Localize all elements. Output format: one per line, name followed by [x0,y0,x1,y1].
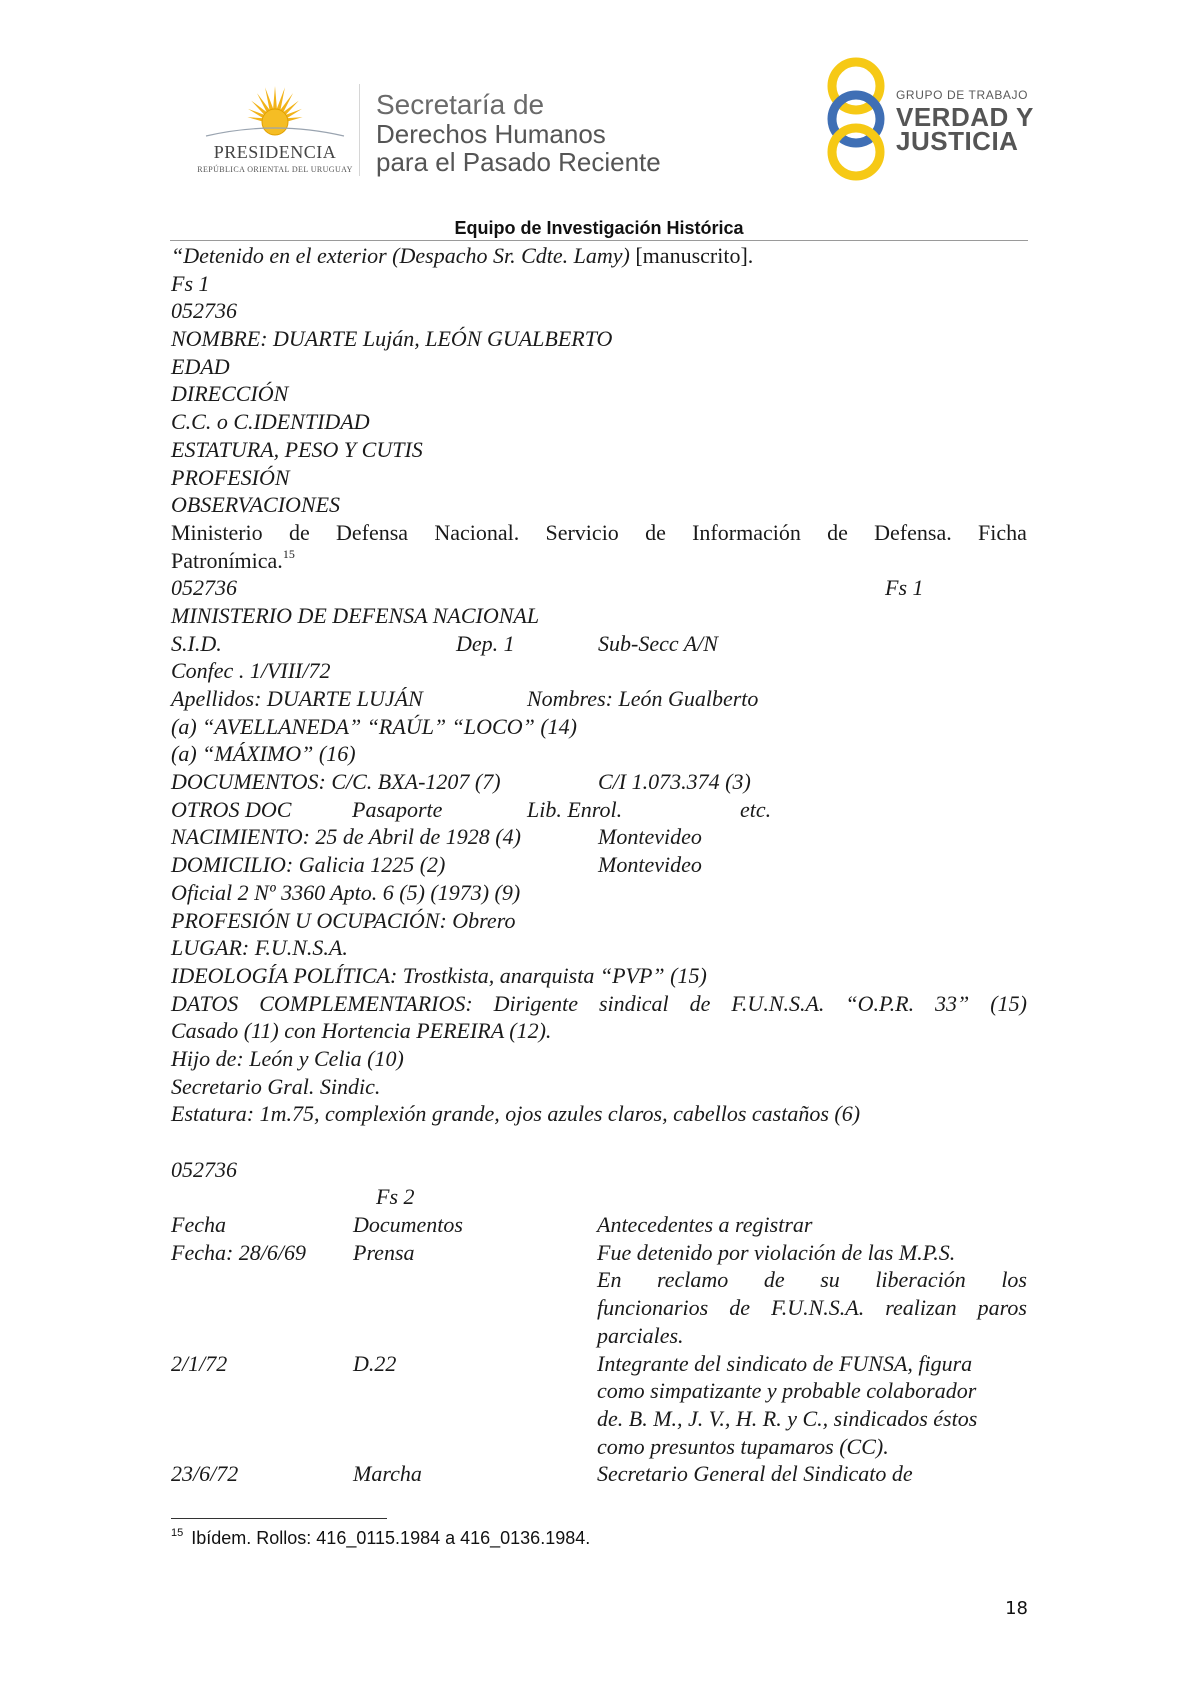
col-fecha-header: Fecha [171,1212,226,1238]
ci: C/I 1.073.374 (3) [598,769,751,795]
word: de [689,990,711,1016]
word: paros [977,1295,1027,1321]
header-rule [170,240,1028,241]
dep: Dep. 1 [456,630,515,656]
vj-title-line-1: VERDAD Y [896,102,1034,132]
body-line: DIRECCIÓN [171,381,289,407]
body-line [171,242,1027,270]
secretaria-line-1: Secretaría de [376,89,545,120]
word: DATOS [171,990,239,1016]
body-line: IDEOLOGÍA POLÍTICA: Trostkista, anarquista “PVP” (15) [171,962,707,988]
cell-documento [353,1239,597,1350]
body-line: (a) “AVELLANEDA” “RAÚL” “LOCO” (14) [171,713,577,739]
cell-documento [353,1350,597,1461]
body-line: PROFESIÓN [171,464,290,490]
presidencia-logo [196,84,354,176]
body-line [171,796,1027,824]
word: liberación [875,1267,966,1293]
word: Información [692,519,801,545]
word: de [827,519,848,545]
body-line: Secretario Gral. Sindic. [171,1073,381,1099]
body-line [171,768,1027,796]
table-row [171,1350,1027,1461]
cell-text: 23/6/72 [171,1461,239,1487]
body-line [171,574,1027,602]
footnote-number: 15 [171,1527,184,1539]
sun-icon [196,84,354,144]
word: Defensa [335,519,409,545]
document-body [171,242,1027,1488]
body-line [171,1183,1027,1211]
body-line: OBSERVACIONES [171,492,341,518]
cell-text: Prensa [353,1239,415,1265]
antecedente-line: Fue detenido por violación de las M.P.S. [597,1239,956,1265]
rings-icon [820,56,900,182]
antecedente-line: parciales. [597,1322,684,1348]
documentos: DOCUMENTOS: C/C. BXA-1207 (7) [171,769,501,795]
word: de [645,519,666,545]
manuscript-note: [manuscrito]. [629,243,754,268]
word: F.U.N.S.A. [771,1295,865,1321]
body-line [171,630,1027,658]
domicilio: DOMICILIO: Galicia 1225 (2) [171,852,446,878]
etc: etc. [740,796,772,822]
vj-title-line-2: JUSTICIA [896,126,1019,156]
secretaria-title [376,90,661,176]
body-line: Estatura: 1m.75, complexión grande, ojos azules claros, cabellos castaños (6) [171,1101,861,1127]
vj-small-title: GRUPO DE TRABAJO [896,88,1029,102]
body-line: MINISTERIO DE DEFENSA NACIONAL [171,602,540,628]
body-line: Fs 1 [171,270,210,296]
pasaporte: Pasaporte [352,796,443,822]
dom-ciudad: Montevideo [598,852,702,878]
team-title: Equipo de Investigación Histórica [454,218,744,238]
body-line: (a) “MÁXIMO” (16) [171,741,356,767]
word: su [820,1267,840,1293]
word: de [288,519,310,545]
word: de [763,1267,785,1293]
antecedente-line [597,1266,1027,1294]
word: F.U.N.S.A. [731,990,825,1016]
col-documentos-header: Documentos [353,1212,463,1238]
body-line: ESTATURA, PESO Y CUTIS [171,436,423,462]
detained-note: “Detenido en el exterior (Despacho Sr. Cdte. Lamy) [171,243,630,268]
nacimiento: NACIMIENTO: 25 de Abril de 1928 (4) [171,824,521,850]
body-line [171,823,1027,851]
cell-antecedentes [597,1239,1027,1350]
footnote-ref: 15 [282,546,295,561]
word: funcionarios [597,1295,709,1321]
secretaria-line-2: Derechos Humanos [376,119,606,149]
cell-text: Marcha [353,1461,422,1487]
body-line-justified [171,990,1027,1018]
patronimica: Patronímica. [171,547,283,573]
body-line [171,547,1027,575]
body-line: 052736 [171,298,237,324]
antecedente-line: Integrante del sindicato de FUNSA, figura [597,1350,973,1376]
word: reclamo [657,1267,729,1293]
page-number: 18 [1005,1598,1028,1619]
word: Ministerio [171,519,263,545]
body-line-justified [171,519,1027,547]
blank-line [171,1128,1027,1156]
antecedente-line: como presuntos tupamaros (CC). [597,1433,889,1459]
cell-text: 2/1/72 [171,1350,228,1376]
otros-doc: OTROS DOC [171,796,292,822]
body-line: PROFESIÓN U OCUPACIÓN: Obrero [171,907,516,933]
secretaria-line-3: para el Pasado Reciente [376,147,661,177]
antecedente-line: como simpatizante y probable colaborador [597,1378,977,1404]
body-line: 052736 [171,1156,237,1182]
antecedente-line: Secretario General del Sindicato de [597,1461,913,1487]
subsecc: Sub-Secc A/N [598,630,718,656]
word: Servicio [545,519,619,545]
body-line: Hijo de: León y Celia (10) [171,1045,404,1071]
word: Nacional. [434,519,520,545]
word: (15) [990,990,1027,1016]
word: Dirigente [493,990,578,1016]
lib-enrol: Lib. Enrol. [527,796,623,822]
folio-2: Fs 2 [376,1184,415,1210]
cell-text: Fecha: 28/6/69 [171,1239,307,1265]
apellidos: Apellidos: DUARTE LUJÁN [171,686,423,711]
word: 33” [935,990,970,1016]
word: los [1001,1267,1027,1293]
antecedente-line: de. B. M., J. V., H. R. y C., sindicados éstos [597,1405,978,1431]
word: Defensa. [874,519,952,545]
word: realizan [885,1295,957,1321]
word: En [597,1267,622,1293]
cell-documento [353,1460,597,1488]
cell-text: D.22 [353,1350,397,1376]
body-line: C.C. o C.IDENTIDAD [171,409,370,435]
cell-fecha [171,1239,353,1350]
footnote [171,1528,590,1549]
presidencia-subtitle: REPÚBLICA ORIENTAL DEL URUGUAY [197,165,353,174]
cell-fecha [171,1460,353,1488]
sid: S.I.D. [171,630,222,656]
body-line [171,851,1027,879]
file-number: 052736 [171,575,237,601]
body-line [171,685,1027,713]
table-header [171,1211,1027,1239]
table-row [171,1239,1027,1350]
word: Ficha [977,519,1027,545]
body-line: NOMBRE: DUARTE Luján, LEÓN GUALBERTO [171,326,613,352]
presidencia-word: PRESIDENCIA [213,142,337,162]
cell-fecha [171,1350,353,1461]
body-line: EDAD [171,353,230,379]
footnote-rule [171,1518,387,1519]
body-line: Oficial 2 Nº 3360 Apto. 6 (5) (1973) (9) [171,879,521,905]
word: de [729,1295,751,1321]
table-rows [171,1239,1027,1488]
body-line: LUGAR: F.U.N.S.A. [171,935,348,961]
footnote-text: Ibídem. Rollos: 416_0115.1984 a 416_0136.1984. [191,1528,591,1548]
cell-antecedentes [597,1350,1027,1461]
nombres: Nombres: León Gualberto [527,686,759,711]
body-line: Confec . 1/VIII/72 [171,658,331,684]
header-divider [359,84,360,176]
body-line: Casado (11) con Hortencia PEREIRA (12). [171,1018,552,1044]
antecedente-line [597,1294,1027,1322]
folio: Fs 1 [885,575,924,601]
nac-ciudad: Montevideo [598,824,702,850]
word: sindical [598,990,669,1016]
word: “O.P.R. [845,990,915,1016]
table-row [171,1460,1027,1488]
col-antecedentes-header: Antecedentes a registrar [597,1212,813,1238]
word: COMPLEMENTARIOS: [259,990,473,1016]
cell-antecedentes [597,1460,1027,1488]
